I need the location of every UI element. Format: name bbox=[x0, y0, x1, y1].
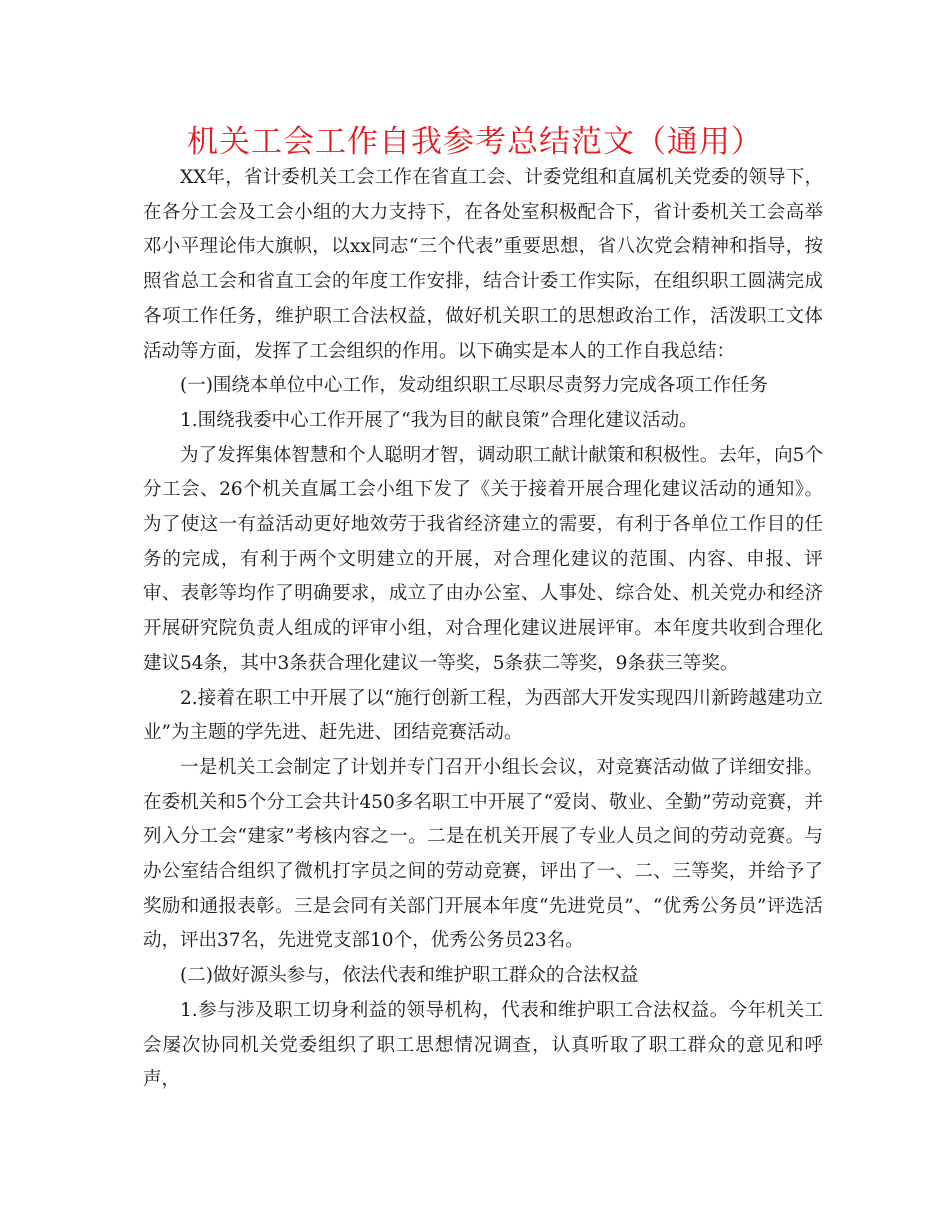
paragraph: 一是机关工会制定了计划并专门召开小组长会议，对竞赛活动做了详细安排。在委机关和5个分工会共计450多名职工中开展了“爱岗、敬业、全勤”劳动竞赛，并列入分工会“建家”考核内容之一。二是在机关开展了专业人员之间的劳动竞赛。与办公室结合组织了微机打字员之间的劳动竞赛，评出了一、二、三等奖，并给予了奖励和通报表彰。三是会同有关部门开展本年度“先进党员”、“优秀公务员”评选活动，评出37名，先进党支部10个，优秀公务员23名。 bbox=[143, 756, 823, 952]
section-heading: (一)围绕本单位中心工作，发动组织职工尽职尽责努力完成各项工作任务 bbox=[180, 375, 768, 397]
document-title: 机关工会工作自我参考总结范文（通用） bbox=[187, 124, 763, 160]
paragraph: 1.参与涉及职工切身利益的领导机构，代表和维护职工合法权益。今年机关工会屡次协同机关党委组织了职工思想情况调查，认真听取了职工群众的意见和呼声， bbox=[143, 999, 823, 1091]
section-heading: (二)做好源头参与，依法代表和维护职工群众的合法权益 bbox=[180, 965, 639, 987]
document-body bbox=[143, 161, 823, 1098]
paragraph: 2.接着在职工中开展了以“施行创新工程，为西部大开发实现四川新跨越建功立业”为主题的学先进、赶先进、团结竞赛活动。 bbox=[143, 687, 823, 744]
paragraph: 1.围绕我委中心工作开展了“我为目的献良策”合理化建议活动。 bbox=[180, 409, 698, 431]
paragraph: XX年，省计委机关工会工作在省直工会、计委党组和直属机关党委的领导下，在各分工会及工会小组的大力支持下，在各处室积极配合下，省计委机关工会高举邓小平理论伟大旗帜，以xx同志“三个代表”重要思想，省八次党会精神和指导，按照省总工会和省直工会的年度工作安排，结合计委工作实际，在组织职工圆满完成各项工作任务，维护职工合法权益，做好机关职工的思想政治工作，活泼职工文体活动等方面，发挥了工会组织的作用。以下确实是本人的工作自我总结： bbox=[143, 167, 823, 362]
paragraph: 为了发挥集体智慧和个人聪明才智，调动职工献计献策和积极性。去年，向5个分工会、26个机关直属工会小组下发了《关于接着开展合理化建议活动的通知》。为了使这一有益活动更好地效劳于我省经济建立的需要，有利于各单位工作目的任务的完成，有利于两个文明建立的开展，对合理化建议的范围、内容、申报、评审、表彰等均作了明确要求，成立了由办公室、人事处、综合处、机关党办和经济开展研究院负责人组成的评审小组，对合理化建议进展评审。本年度共收到合理化建议54条，其中3条获合理化建议一等奖，5条获二等奖，9条获三等奖。 bbox=[143, 444, 823, 674]
